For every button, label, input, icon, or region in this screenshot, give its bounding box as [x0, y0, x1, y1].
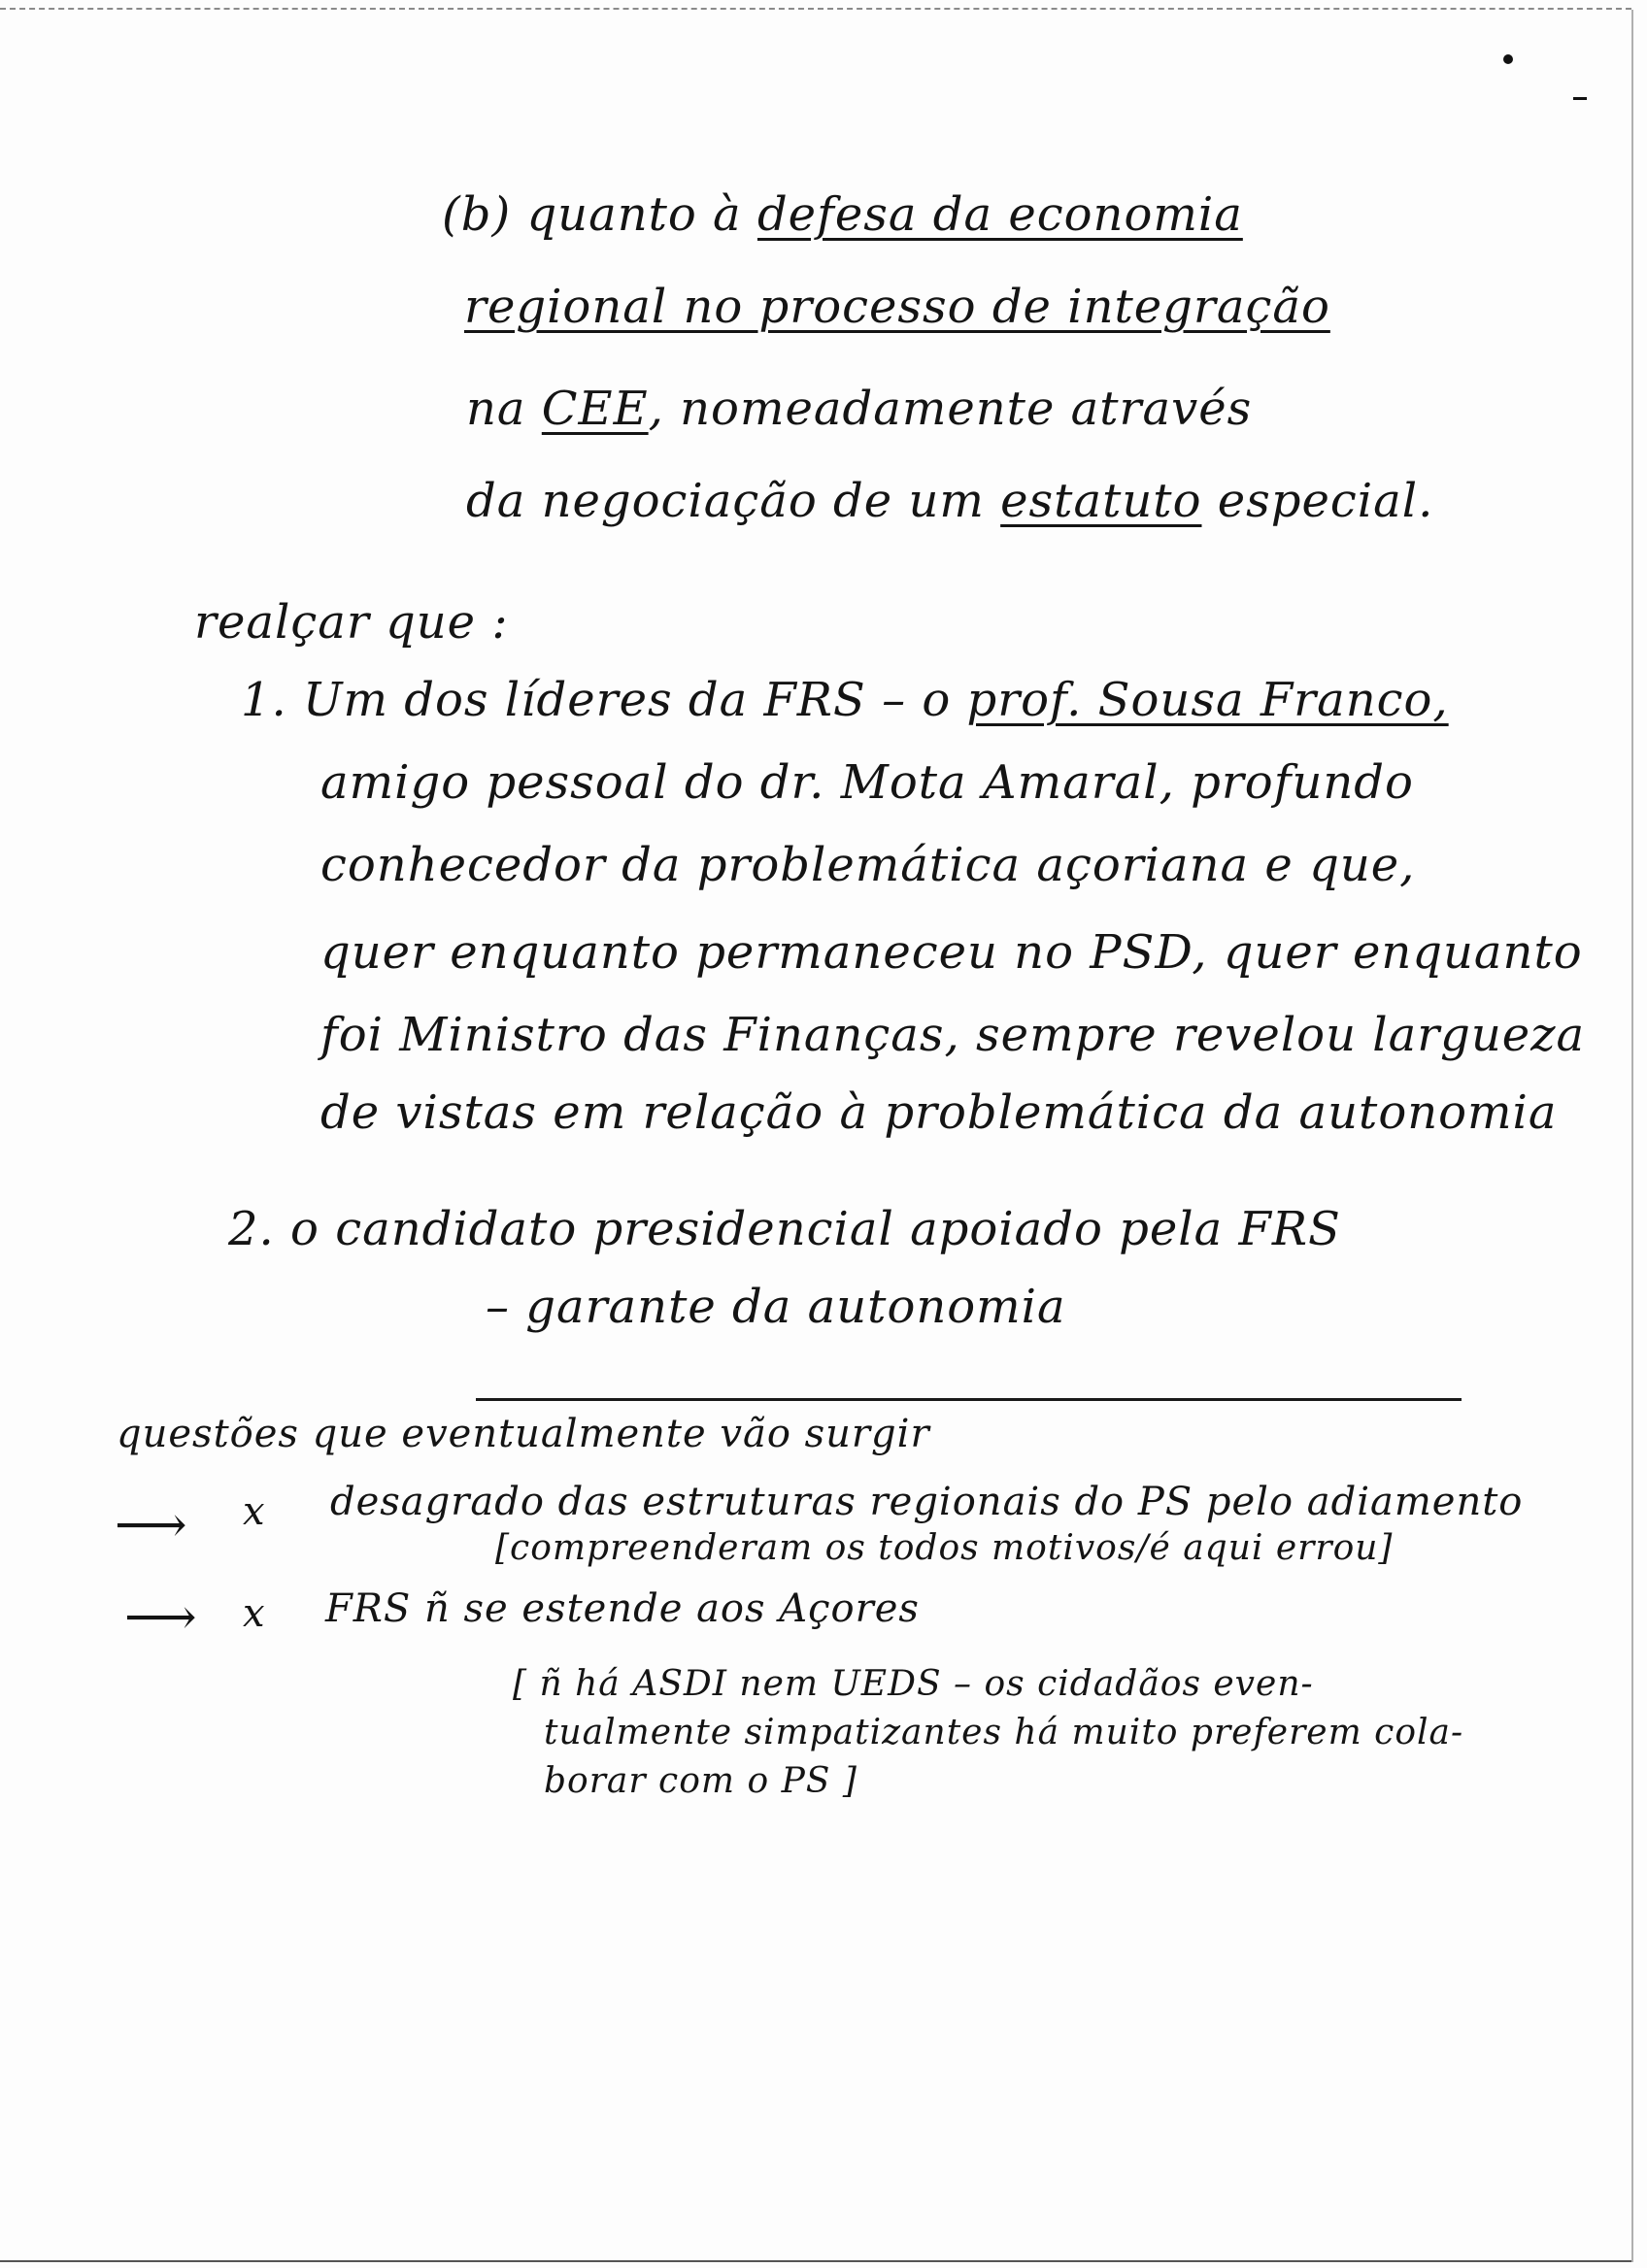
ink-dot [1503, 54, 1513, 64]
section-b-cee: CEE [541, 382, 649, 436]
realcar-item1-line2: amigo pessoal do dr. Mota Amaral, profundo [320, 755, 1414, 810]
arrow-right-icon: ⟶ [115, 1496, 187, 1554]
questoes-item2-note-line3: borar com o PS ] [544, 1761, 857, 1801]
section-b-line-1 [442, 189, 1243, 241]
scan-right-edge [1631, 10, 1633, 2262]
questoes-item1: desagrado das estruturas regionais do PS pelo adiamento [330, 1480, 1524, 1524]
section-b-prefix: (b) quanto à [442, 187, 757, 242]
ink-dash [1573, 97, 1587, 100]
realcar-item2-line2: – garante da autonomia [486, 1280, 1066, 1334]
realcar-item1-line6: de vistas em relação à problemática da autonomia [320, 1085, 1558, 1140]
questoes-item2-bullet: x [243, 1591, 266, 1636]
realcar-item2-line1: 2. o candidato presidencial apoiado pela FRS [228, 1202, 1341, 1256]
realcar-item1-line4: quer enquanto permaneceu no PSD, quer enquanto [320, 925, 1583, 980]
questoes-item2-note-line1: [ ñ há ASDI nem UEDS – os cidadãos even- [513, 1664, 1314, 1704]
section-b-underlined-1: defesa da economia [756, 187, 1243, 242]
section-b-nomeadamente: , nomeadamente através [648, 382, 1253, 436]
realcar-item1-line1 [241, 675, 1449, 726]
section-b-especial: especial. [1201, 474, 1434, 528]
questoes-heading: questões que eventualmente vão surgir [117, 1412, 930, 1456]
realcar-item1-line3: conhecedor da problemática açoriana e que, [320, 838, 1416, 892]
section-b-underlined-2: regional no processo de integração [464, 280, 1330, 334]
questoes-item1-note: [compreenderam os todos motivos/é aqui errou] [495, 1528, 1394, 1568]
scan-top-edge [0, 8, 1631, 10]
section-b-line-3 [466, 384, 1252, 435]
realcar-item1-line5: foi Ministro das Finanças, sempre revelou largueza [320, 1008, 1586, 1062]
realcar-heading: realçar que : [194, 595, 509, 650]
section-b-line-4 [466, 476, 1433, 527]
questoes-item2-note-line2: tualmente simpatizantes há muito preferem cola- [544, 1713, 1464, 1752]
section-b-line-2 [464, 282, 1330, 333]
section-b-na: na [466, 382, 542, 436]
realcar-item1-prof: prof. Sousa Franco, [966, 673, 1449, 727]
separator-rule [476, 1398, 1462, 1401]
scan-bottom-edge [0, 2260, 1631, 2262]
section-b-negociacao: da negociação de um [466, 474, 1001, 528]
questoes-item2: FRS ñ se estende aos Açores [325, 1586, 920, 1631]
realcar-item1-start: 1. Um dos líderes da FRS – o [241, 673, 967, 727]
questoes-item1-bullet: x [243, 1489, 266, 1534]
section-b-estatuto: estatuto [1000, 474, 1202, 528]
arrow-right-icon: ⟶ [124, 1588, 197, 1647]
